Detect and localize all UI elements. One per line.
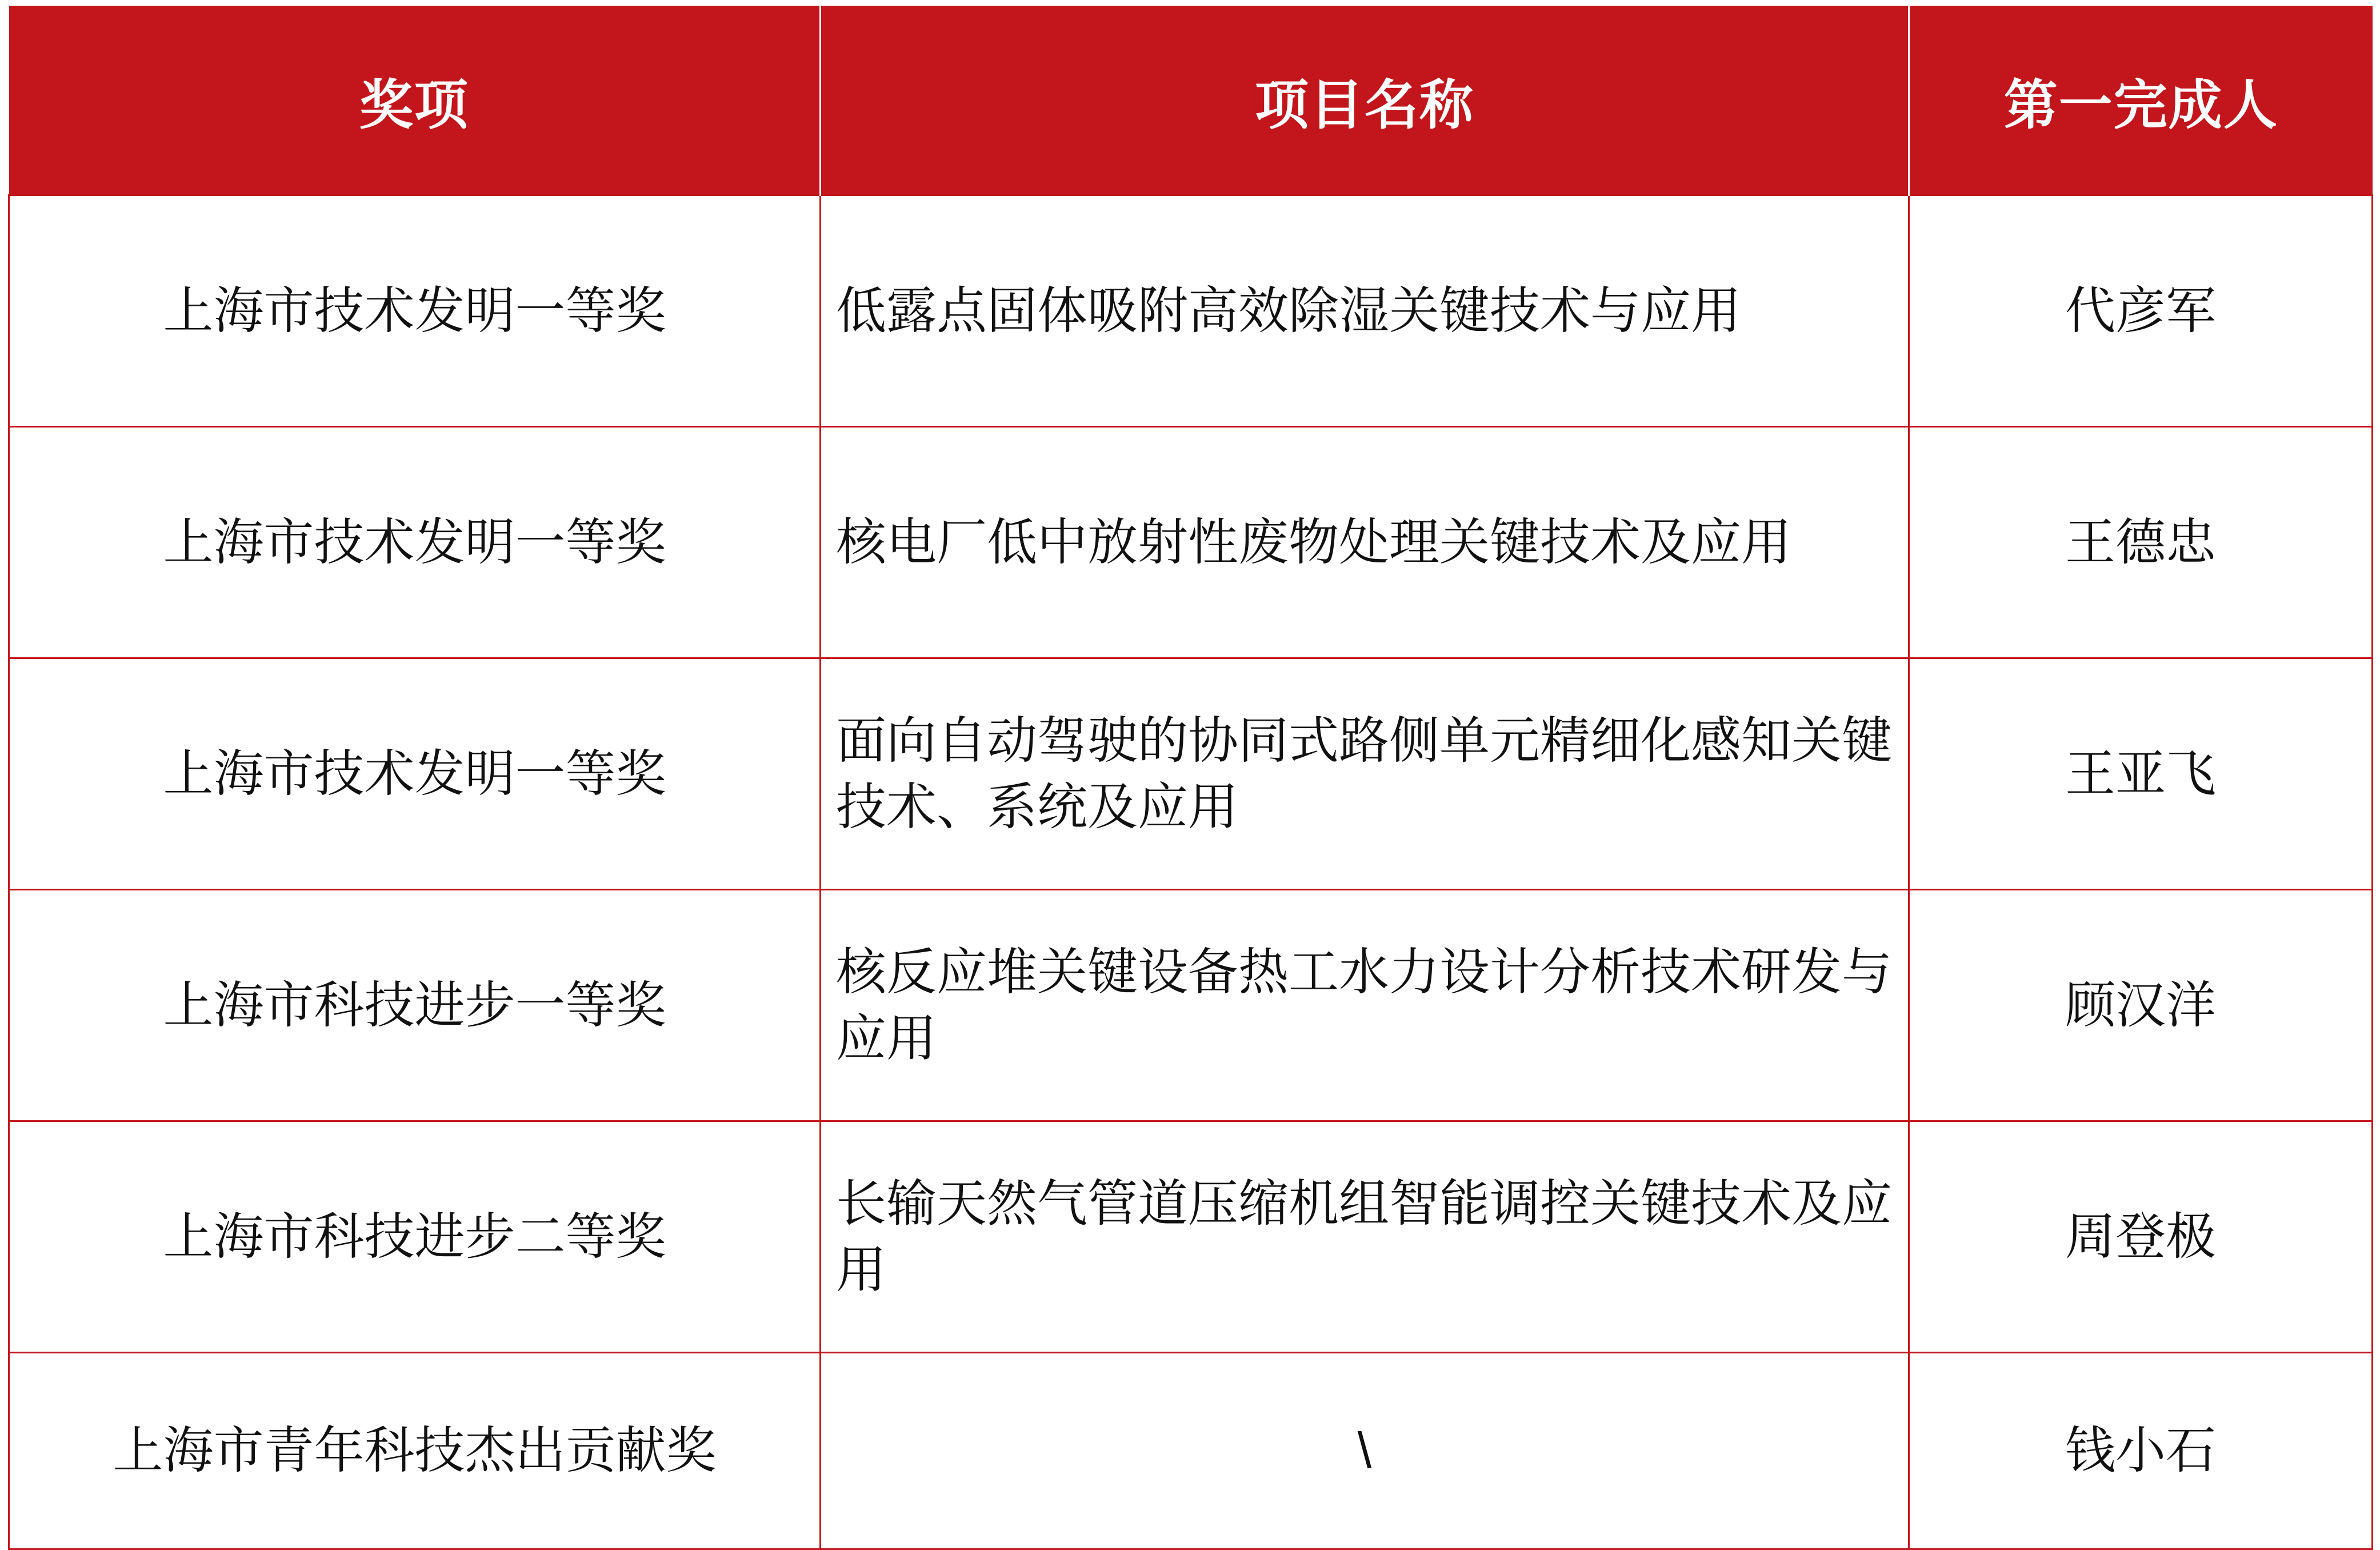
cell-award: 上海市技术发明一等奖: [9, 195, 821, 427]
cell-person: 王德忠: [1909, 427, 2373, 658]
table-body: [9, 195, 2373, 1549]
cell-award: 上海市科技进步二等奖: [9, 1121, 821, 1353]
table-row: [9, 427, 2373, 658]
table-header-row: [9, 6, 2373, 195]
cell-award: 上海市技术发明一等奖: [9, 427, 821, 658]
cell-person: 王亚飞: [1909, 658, 2373, 890]
cell-project: 核反应堆关键设备热工水力设计分析技术研发与应用: [821, 890, 1909, 1121]
cell-person: 钱小石: [1909, 1353, 2373, 1549]
column-header-project: 项目名称: [821, 6, 1909, 195]
cell-project: 面向自动驾驶的协同式路侧单元精细化感知关键技术、系统及应用: [821, 658, 1909, 890]
table-row: [9, 1353, 2373, 1549]
cell-person: 顾汉洋: [1909, 890, 2373, 1121]
cell-award: 上海市青年科技杰出贡献奖: [9, 1353, 821, 1549]
table-header: [9, 6, 2373, 195]
cell-project: 低露点固体吸附高效除湿关键技术与应用: [821, 195, 1909, 427]
table-row: [9, 195, 2373, 427]
cell-person: 代彦军: [1909, 195, 2373, 427]
award-table: [8, 6, 2373, 1550]
table-row: [9, 658, 2373, 890]
cell-project: 长输天然气管道压缩机组智能调控关键技术及应用: [821, 1121, 1909, 1353]
cell-award: 上海市科技进步一等奖: [9, 890, 821, 1121]
column-header-award: 奖项: [9, 6, 821, 195]
table-row: [9, 890, 2373, 1121]
cell-project: 核电厂低中放射性废物处理关键技术及应用: [821, 427, 1909, 658]
cell-project: \: [821, 1353, 1909, 1549]
cell-award: 上海市技术发明一等奖: [9, 658, 821, 890]
cell-person: 周登极: [1909, 1121, 2373, 1353]
column-header-person: 第一完成人: [1909, 6, 2373, 195]
table-row: [9, 1121, 2373, 1353]
